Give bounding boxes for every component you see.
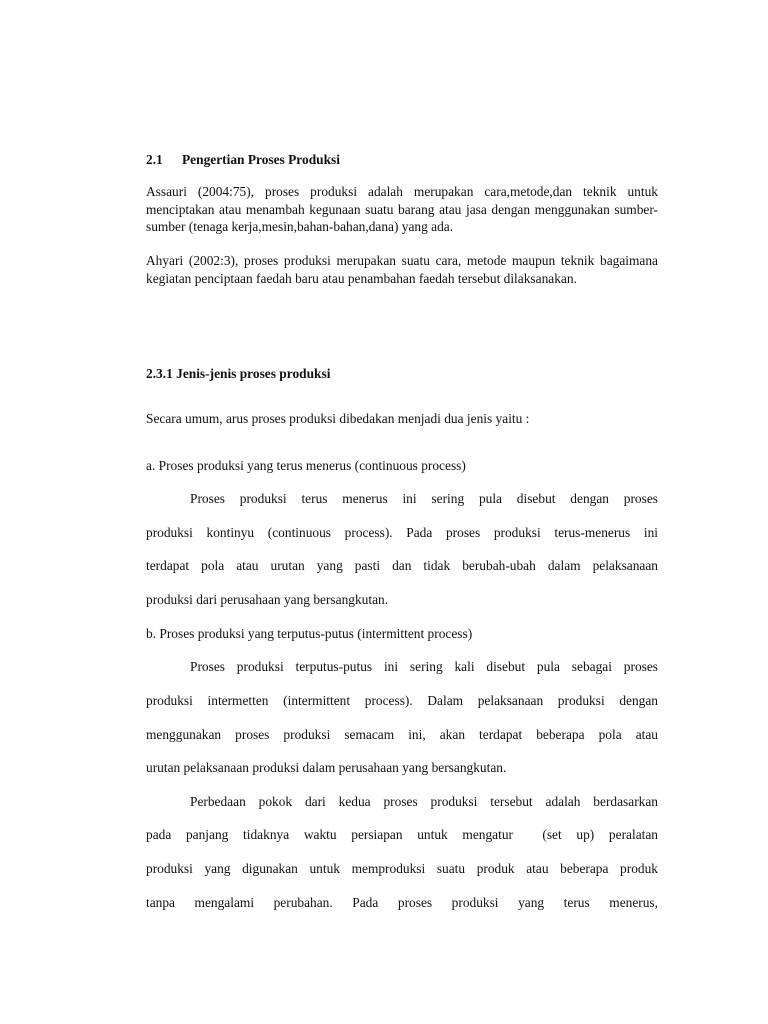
item-a-line: produksi kontinyu (continuous process). Pada proses produksi terus-menerus ini	[146, 525, 658, 540]
item-b-line: Proses produksi terputus-putus ini sering kali disebut pula sebagai proses	[190, 659, 658, 674]
section-heading	[146, 152, 658, 168]
difference-line: produksi yang digunakan untuk memproduksi suatu produk atau beberapa produk	[146, 861, 658, 876]
difference-line: Perbedaan pokok dari kedua proses produksi tersebut adalah berdasarkan	[190, 794, 658, 809]
item-b-line: urutan pelaksanaan produksi dalam perusahaan yang bersangkutan.	[146, 760, 507, 775]
intro-text: Secara umum, arus proses produksi dibedakan menjadi dua jenis yaitu :	[146, 411, 530, 426]
item-a-line: produksi dari perusahaan yang bersangkutan.	[146, 592, 389, 607]
subsection-heading: 2.3.1 Jenis-jenis proses produksi	[146, 366, 331, 381]
difference-line: pada panjang tidaknya waktu persiapan untuk mengatur (set up) peralatan	[146, 827, 658, 842]
paragraph-ahyari: Ahyari (2002:3), proses produksi merupakan suatu cara, metode maupun teknik bagaimana kegiatan penciptaan faedah baru atau penambahan faedah tersebut dilaksanakan.	[146, 253, 658, 286]
section-number: 2.1	[146, 152, 163, 167]
paragraph-assauri: Assauri (2004:75), proses produksi adalah merupakan cara,metode,dan teknik untuk menciptakan atau menambah kegunaan suatu barang atau jasa dengan menggunakan sumber-sumber (tenaga kerja,mesin,bahan-bahan,dana) yang ada.	[146, 184, 658, 234]
item-b-line: menggunakan proses produksi semacam ini, akan terdapat beberapa pola atau	[146, 727, 658, 742]
item-b-line: produksi intermetten (intermittent process). Dalam pelaksanaan produksi dengan	[146, 693, 658, 708]
section-title: Pengertian Proses Produksi	[182, 152, 340, 167]
difference-line: tanpa mengalami perubahan. Pada proses produksi yang terus menerus,	[146, 895, 658, 910]
item-a-line: Proses produksi terus menerus ini sering pula disebut dengan proses	[190, 491, 658, 506]
item-a-line: terdapat pola atau urutan yang pasti dan tidak berubah-ubah dalam pelaksanaan	[146, 558, 658, 573]
item-b-heading: b. Proses produksi yang terputus-putus (intermittent process)	[146, 626, 473, 641]
item-a-heading: a. Proses produksi yang terus menerus (continuous process)	[146, 458, 466, 473]
